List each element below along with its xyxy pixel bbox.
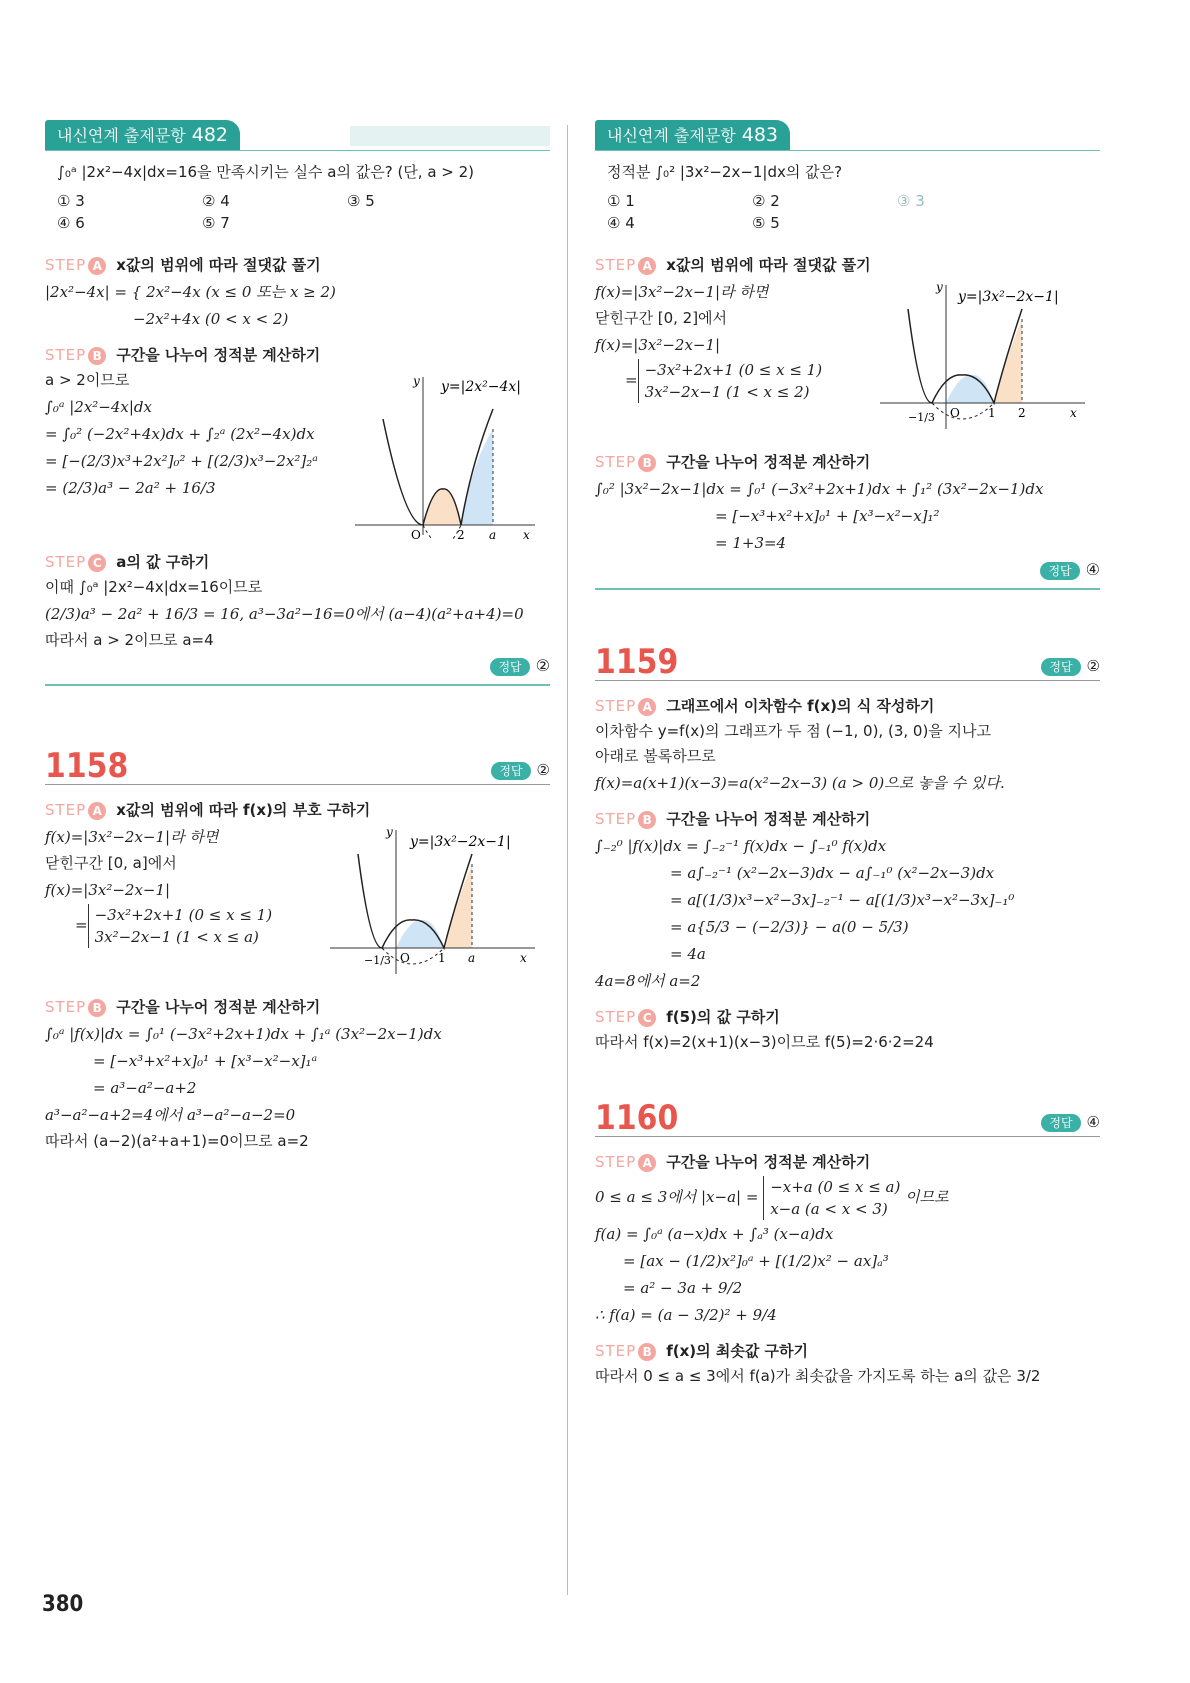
step-letter: A bbox=[638, 257, 656, 275]
abs-case-2: −2x²+4x (0 < x < 2) bbox=[133, 310, 289, 328]
step-a-483 bbox=[595, 254, 1100, 275]
step-a-1158 bbox=[45, 799, 550, 820]
math-line: = 4a bbox=[670, 945, 706, 963]
step-label: STEP bbox=[45, 256, 87, 274]
step-letter: B bbox=[638, 811, 656, 829]
tick-origin: O bbox=[950, 406, 960, 420]
math-line: 닫힌구간 [0, 2]에서 bbox=[595, 309, 728, 327]
tick-x: x bbox=[520, 951, 527, 965]
step-label: STEP bbox=[595, 1153, 637, 1171]
step-letter: C bbox=[88, 554, 106, 572]
left-column bbox=[45, 120, 550, 1155]
box-482-tag bbox=[45, 120, 240, 150]
step-letter: B bbox=[88, 999, 106, 1017]
math-line: = a³−a²−a+2 bbox=[93, 1079, 197, 1097]
step-letter: B bbox=[638, 1343, 656, 1361]
math-line: 4a=8에서 a=2 bbox=[595, 972, 701, 990]
step-label: STEP bbox=[595, 810, 637, 828]
tick-2: 2 bbox=[1018, 406, 1026, 420]
math-line: = 1+3=4 bbox=[715, 534, 787, 552]
choice-4: ④ 4 bbox=[607, 214, 635, 232]
choice-4: ④ 6 bbox=[57, 214, 85, 232]
graph-label: y=|2x²−4x| bbox=[441, 379, 522, 395]
tick-neg-third: −1/3 bbox=[908, 411, 935, 424]
box-tag-label: 내신연계 출제문항 bbox=[607, 126, 736, 145]
step-title: 구간을 나누어 정적분 계산하기 bbox=[116, 998, 321, 1016]
area-fill-orange bbox=[994, 319, 1022, 403]
step-letter: B bbox=[88, 347, 106, 365]
curve-dashed bbox=[382, 948, 444, 964]
math-line: a > 2이므로 bbox=[45, 371, 130, 389]
tick-x: x bbox=[1070, 406, 1077, 420]
step-letter: C bbox=[638, 1009, 656, 1027]
box-tag-label: 내신연계 출제문항 bbox=[57, 126, 186, 145]
answer-value: ④ bbox=[1085, 560, 1100, 579]
graph-label: y=|3x²−2x−1| bbox=[958, 289, 1059, 305]
graph-483 bbox=[880, 279, 1095, 444]
step-title: 구간을 나누어 정적분 계산하기 bbox=[666, 1153, 871, 1171]
box-strip bbox=[350, 126, 550, 146]
tick-a: a bbox=[489, 528, 497, 539]
math-line: 닫힌구간 [0, a]에서 bbox=[45, 854, 177, 872]
answer-482 bbox=[45, 656, 550, 676]
problem-number: 1158 bbox=[45, 746, 129, 786]
step-letter: A bbox=[88, 257, 106, 275]
curve-dashed bbox=[932, 403, 994, 419]
choice-1: ① 1 bbox=[607, 192, 635, 210]
answer-badge: 정답 bbox=[1041, 1114, 1080, 1132]
step-label: STEP bbox=[595, 1008, 637, 1026]
graph-label: y=|3x²−2x−1| bbox=[410, 834, 511, 850]
math-line: 따라서 (a−2)(a²+a+1)=0이므로 a=2 bbox=[45, 1132, 309, 1150]
area-fill-orange bbox=[444, 864, 472, 948]
math-line: ∴ f(a) = (a − 3/2)² + 9/4 bbox=[595, 1306, 777, 1324]
tick-x: x bbox=[523, 528, 530, 539]
step-c-1159 bbox=[595, 1006, 1100, 1027]
case-2: 3x²−2x−1 (1 < x ≤ 2) bbox=[644, 383, 810, 401]
step-letter: A bbox=[88, 802, 106, 820]
math-line: = a∫₋₂⁻¹ (x²−2x−3)dx − a∫₋₁⁰ (x²−2x−3)dx bbox=[670, 864, 995, 882]
step-title: x값의 범위에 따라 절댓값 풀기 bbox=[666, 256, 871, 274]
step-letter: A bbox=[638, 698, 656, 716]
piecewise-483: =−3x²+2x+1 (0 ≤ x ≤ 1) 3x²−2x−1 (1 < x ≤ 2) bbox=[625, 361, 823, 401]
tick-origin: O bbox=[400, 951, 410, 965]
piecewise-pre: 0 ≤ a ≤ 3에서 |x−a| = bbox=[595, 1188, 759, 1206]
step-label: STEP bbox=[595, 1342, 637, 1360]
step-title: x값의 범위에 따라 f(x)의 부호 구하기 bbox=[116, 801, 371, 819]
step-a-482 bbox=[45, 254, 550, 275]
math-line: = a{5/3 − (−2/3)} − a(0 − 5/3) bbox=[670, 918, 909, 936]
step-b-1159 bbox=[595, 808, 1100, 829]
step-title: x값의 범위에 따라 절댓값 풀기 bbox=[116, 256, 321, 274]
step-letter: A bbox=[638, 1154, 656, 1172]
step-title: 구간을 나누어 정적분 계산하기 bbox=[666, 810, 871, 828]
answer-1159 bbox=[1041, 657, 1100, 676]
question-483: 정적분 ∫₀² |3x²−2x−1|dx의 값은? bbox=[607, 163, 843, 181]
step-letter: B bbox=[638, 454, 656, 472]
answer-badge: 정답 bbox=[1041, 658, 1080, 676]
area-fill-orange bbox=[405, 489, 461, 525]
answer-badge: 정답 bbox=[490, 658, 529, 676]
math-line: f(x)=|3x²−2x−1|라 하면 bbox=[595, 283, 769, 301]
case-2: x−a (a < x < 3) bbox=[770, 1200, 888, 1218]
choice-5: ⑤ 7 bbox=[202, 214, 230, 232]
choice-3: ③ 5 bbox=[347, 192, 375, 210]
math-line: f(x)=|3x²−2x−1|라 하면 bbox=[45, 828, 219, 846]
area-fill-blue bbox=[461, 429, 493, 525]
choice-2: ② 2 bbox=[752, 192, 780, 210]
choice-5: ⑤ 5 bbox=[752, 214, 780, 232]
tick-origin: O bbox=[411, 528, 421, 539]
answer-value: ② bbox=[536, 761, 550, 779]
math-line: ∫₀ᵃ |f(x)|dx = ∫₀¹ (−3x²+2x+1)dx + ∫₁ᵃ (3x²−2x−1)dx bbox=[45, 1025, 442, 1043]
math-line: = (2/3)a³ − 2a² + 16/3 bbox=[45, 479, 216, 497]
step-b-1160 bbox=[595, 1340, 1100, 1361]
brace bbox=[763, 1176, 900, 1220]
math-line: = a[(1/3)x³−x²−3x]₋₂⁻¹ − a[(1/3)x³−x²−3x]₋₁⁰ bbox=[670, 891, 1015, 909]
box-482-header bbox=[45, 120, 550, 151]
answer-badge: 정답 bbox=[1040, 562, 1079, 580]
box-483-header bbox=[595, 120, 1100, 151]
problem-number: 1160 bbox=[595, 1098, 679, 1138]
choices-483 bbox=[607, 190, 1100, 234]
math-line: ∫₀ᵃ |2x²−4x|dx bbox=[45, 398, 152, 416]
box-number: 482 bbox=[191, 124, 228, 146]
column-divider bbox=[567, 125, 568, 1595]
box-end-rule bbox=[45, 684, 550, 686]
step-label: STEP bbox=[45, 346, 87, 364]
step-a-1159 bbox=[595, 695, 1100, 716]
choice-2: ② 4 bbox=[202, 192, 230, 210]
step-a-483-body bbox=[595, 279, 1100, 439]
box-end-rule bbox=[595, 588, 1100, 590]
tick-y: y bbox=[413, 374, 420, 388]
tick-2: 2 bbox=[457, 528, 465, 539]
answer-badge: 정답 bbox=[491, 762, 530, 780]
math-line: = [−x³+x²+x]₀¹ + [x³−x²−x]₁² bbox=[715, 507, 940, 525]
math-line: 따라서 a > 2이므로 a=4 bbox=[45, 631, 214, 649]
case-1: −3x²+2x+1 (0 ≤ x ≤ 1) bbox=[644, 361, 823, 379]
piecewise-1158: =−3x²+2x+1 (0 ≤ x ≤ 1) 3x²−2x−1 (1 < x ≤ a) bbox=[75, 906, 273, 946]
step-a-1158-body bbox=[45, 824, 550, 984]
abs-case-1: |2x²−4x| = { 2x²−4x (x ≤ 0 또는 x ≥ 2) bbox=[45, 283, 336, 301]
step-c-482 bbox=[45, 551, 550, 572]
math-line: (2/3)a³ − 2a² + 16/3 = 16, a³−3a²−16=0에서 (a−4)(a²+a+4)=0 bbox=[45, 605, 524, 623]
step-b-1158 bbox=[45, 996, 550, 1017]
problem-number: 1159 bbox=[595, 642, 679, 682]
step-title: f(5)의 값 구하기 bbox=[666, 1008, 780, 1026]
math-line: f(x)=|3x²−2x−1| bbox=[595, 336, 721, 354]
choices-482 bbox=[57, 190, 550, 234]
question-482: ∫₀ᵃ |2x²−4x|dx=16을 만족시키는 실수 a의 값은? (단, a > 2) bbox=[57, 163, 475, 181]
brace bbox=[638, 359, 823, 403]
tick-1: 1 bbox=[988, 406, 996, 420]
tick-y: y bbox=[386, 825, 393, 839]
step-b-482-body bbox=[45, 369, 550, 539]
answer-value: ② bbox=[535, 656, 550, 675]
tick-1: 1 bbox=[438, 951, 446, 965]
choice-1: ① 3 bbox=[57, 192, 85, 210]
piecewise-post: 이므로 bbox=[905, 1188, 949, 1206]
math-line: 따라서 f(x)=2(x+1)(x−3)이므로 f(5)=2·6·2=24 bbox=[595, 1033, 934, 1051]
math-line: 따라서 0 ≤ a ≤ 3에서 f(a)가 최솟값을 가지도록 하는 a의 값은 3/2 bbox=[595, 1367, 1041, 1385]
piecewise-1160 bbox=[595, 1176, 1100, 1220]
math-line: 이때 ∫₀ᵃ |2x²−4x|dx=16이므로 bbox=[45, 578, 263, 596]
answer-value: ④ bbox=[1086, 1113, 1100, 1131]
math-line: = [ax − (1/2)x²]₀ᵃ + [(1/2)x² − ax]ₐ³ bbox=[623, 1252, 889, 1270]
tick-neg-third: −1/3 bbox=[364, 954, 391, 967]
case-1: −x+a (0 ≤ x ≤ a) bbox=[770, 1178, 901, 1196]
step-label: STEP bbox=[595, 697, 637, 715]
case-1: −3x²+2x+1 (0 ≤ x ≤ 1) bbox=[94, 906, 273, 924]
graph-482 bbox=[345, 369, 545, 539]
step-title: 구간을 나누어 정적분 계산하기 bbox=[666, 453, 871, 471]
answer-483 bbox=[595, 560, 1100, 580]
page-number: 380 bbox=[42, 1592, 84, 1617]
step-title: 구간을 나누어 정적분 계산하기 bbox=[116, 346, 321, 364]
step-label: STEP bbox=[45, 553, 87, 571]
right-column bbox=[595, 120, 1100, 1390]
answer-1158 bbox=[491, 761, 550, 780]
math-line: f(x)=|3x²−2x−1| bbox=[45, 881, 171, 899]
math-line: = ∫₀² (−2x²+4x)dx + ∫₂ᵃ (2x²−4x)dx bbox=[45, 425, 315, 443]
step-label: STEP bbox=[45, 998, 87, 1016]
problem-1160-header bbox=[595, 1088, 1100, 1137]
step-b-482 bbox=[45, 344, 550, 365]
math-line: ∫₀² |3x²−2x−1|dx = ∫₀¹ (−3x²+2x+1)dx + ∫₁² (3x²−2x−1)dx bbox=[595, 480, 1044, 498]
math-line: ∫₋₂⁰ |f(x)|dx = ∫₋₂⁻¹ f(x)dx − ∫₋₁⁰ f(x)dx bbox=[595, 837, 887, 855]
step-title: 그래프에서 이차함수 f(x)의 식 작성하기 bbox=[666, 697, 935, 715]
step-label: STEP bbox=[45, 801, 87, 819]
step-label: STEP bbox=[595, 256, 637, 274]
problem-1158-header bbox=[45, 736, 550, 785]
step-label: STEP bbox=[595, 453, 637, 471]
brace bbox=[88, 904, 273, 948]
math-line: a³−a²−a+2=4에서 a³−a²−a−2=0 bbox=[45, 1106, 296, 1124]
box-483-tag bbox=[595, 120, 790, 150]
tick-a: a bbox=[468, 951, 476, 965]
answer-value: ② bbox=[1086, 657, 1100, 675]
box-number: 483 bbox=[741, 124, 778, 146]
math-line: = a² − 3a + 9/2 bbox=[623, 1279, 743, 1297]
step-title: a의 값 구하기 bbox=[116, 553, 210, 571]
tick-y: y bbox=[936, 280, 943, 294]
math-line: 아래로 볼록하므로 bbox=[595, 747, 716, 765]
case-2: 3x²−2x−1 (1 < x ≤ a) bbox=[94, 928, 259, 946]
answer-1160 bbox=[1041, 1113, 1100, 1132]
step-a-1160 bbox=[595, 1151, 1100, 1172]
curve-dashed bbox=[423, 525, 461, 539]
problem-1159-header bbox=[595, 632, 1100, 681]
math-line: f(x)=a(x+1)(x−3)=a(x²−2x−3) (a > 0)으로 놓을 수 있다. bbox=[595, 774, 1005, 792]
math-line: 이차함수 y=f(x)의 그래프가 두 점 (−1, 0), (3, 0)을 지나고 bbox=[595, 722, 992, 740]
math-line: f(a) = ∫₀ᵃ (a−x)dx + ∫ₐ³ (x−a)dx bbox=[595, 1225, 834, 1243]
math-line: = [−(2/3)x³+2x²]₀² + [(2/3)x³−2x²]₂ᵃ bbox=[45, 452, 318, 470]
choice-3: ③ 3 bbox=[897, 192, 925, 210]
step-title: f(x)의 최솟값 구하기 bbox=[666, 1342, 809, 1360]
graph-1158 bbox=[330, 824, 545, 984]
math-line: = [−x³+x²+x]₀¹ + [x³−x²−x]₁ᵃ bbox=[93, 1052, 318, 1070]
step-b-483 bbox=[595, 451, 1100, 472]
